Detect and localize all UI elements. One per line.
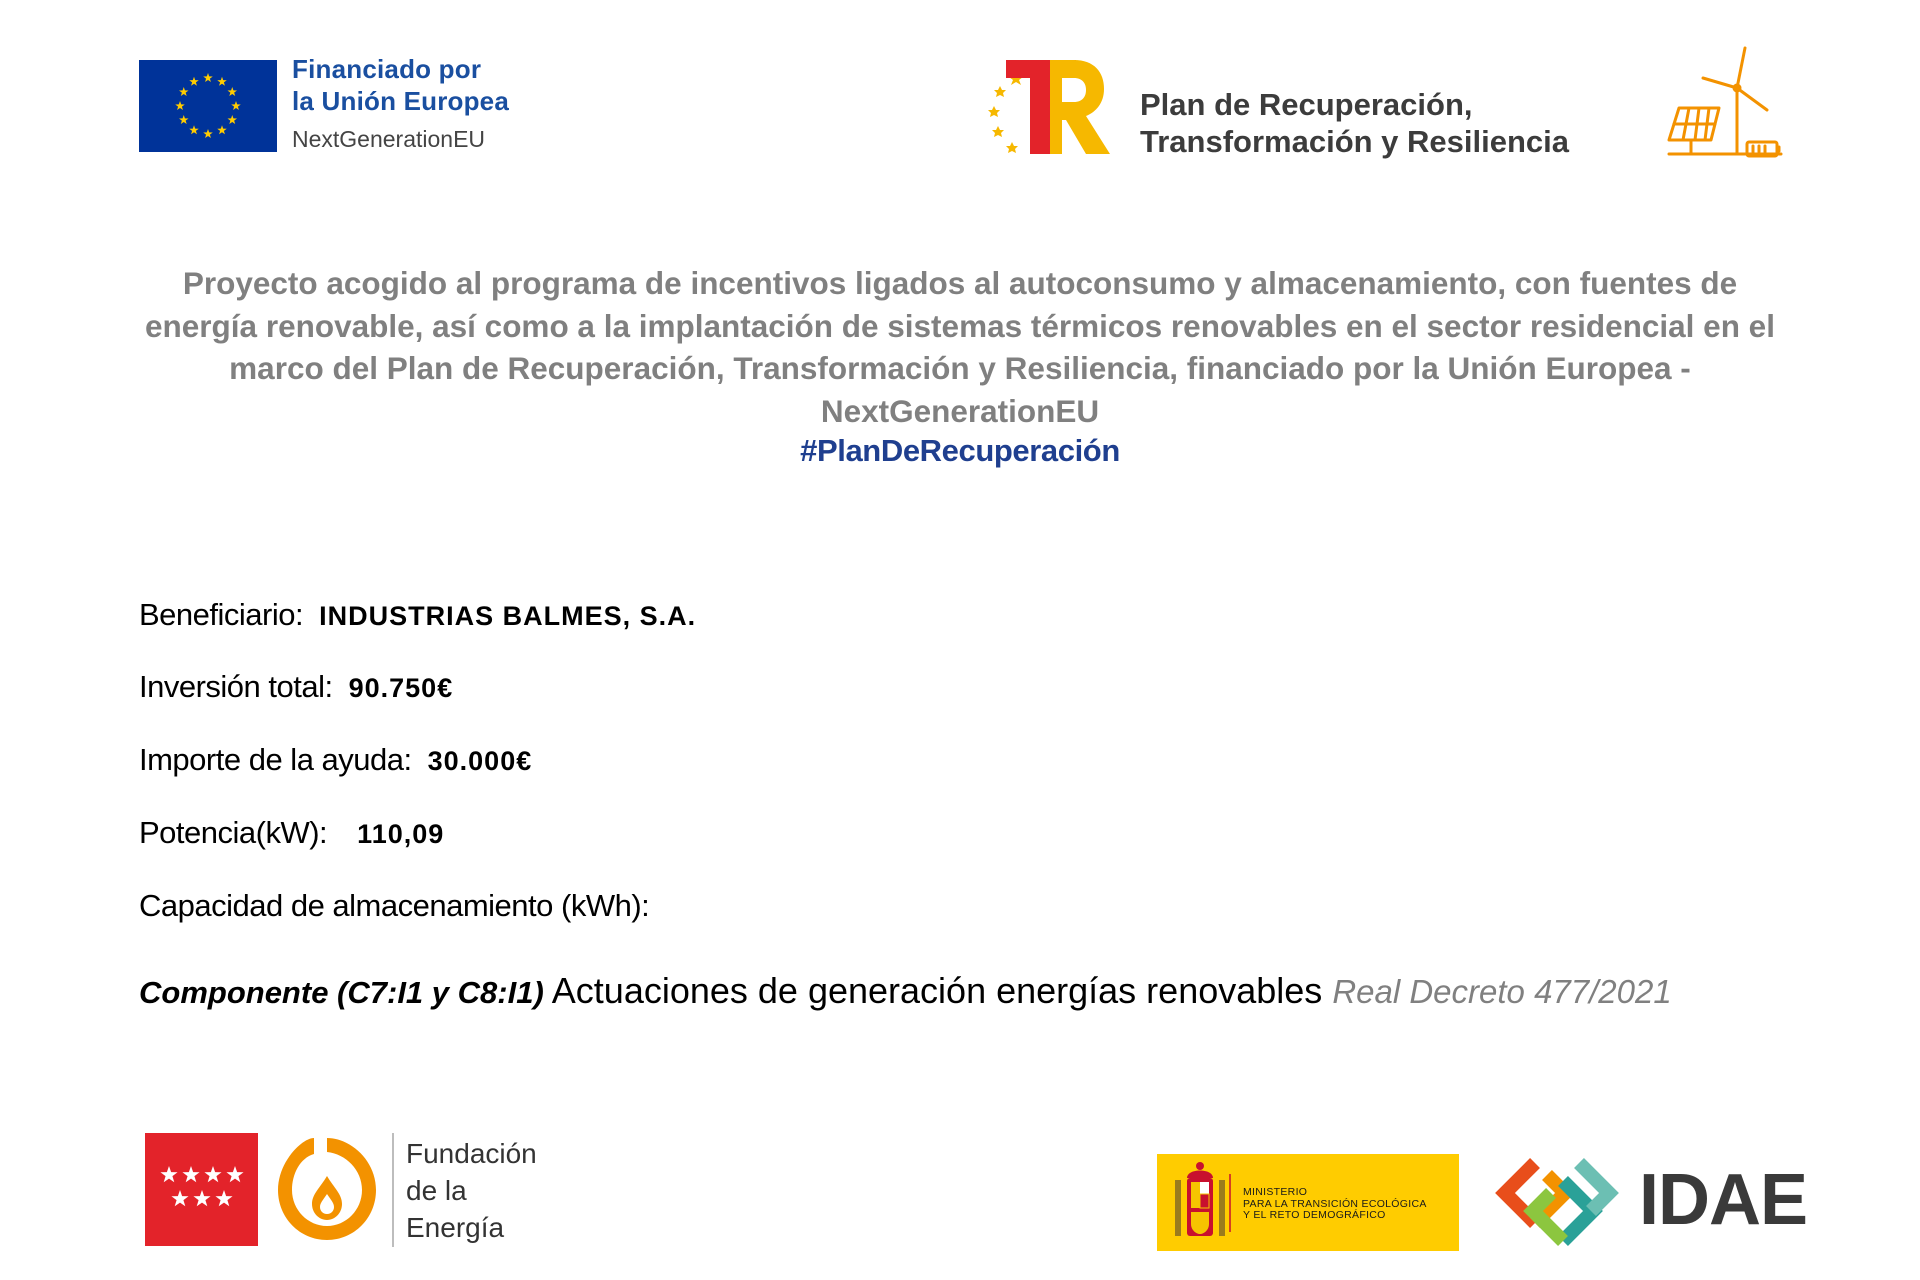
- ministerio-line2: PARA LA TRANSICIÓN ECOLÓGICA: [1243, 1197, 1427, 1210]
- hashtag: #PlanDeRecuperación: [800, 433, 1120, 468]
- eu-star: [189, 77, 199, 86]
- fundacion-line2: de la: [406, 1175, 467, 1206]
- divider: [392, 1133, 394, 1247]
- component-line: [139, 970, 1672, 1012]
- madrid-star: [226, 1166, 243, 1182]
- program-description: Proyecto acogido al programa de incentivos ligados al autoconsumo y almacenamiento, con fuentes de energía renovable, así como a la implantación de sistemas térmicos renovables en el sector residencial en el marco del Plan de Recuperación, Transformación y Resiliencia, financiado por la Unión Europea - NextGenerationEU: [145, 265, 1775, 429]
- eu-star: [231, 101, 241, 110]
- madrid-star: [171, 1190, 188, 1206]
- fundacion-line3: Energía: [406, 1212, 505, 1243]
- eu-star: [179, 87, 189, 96]
- eu-line3: NextGenerationEU: [292, 126, 486, 152]
- eu-star: [203, 129, 213, 138]
- inversion-value: 90.750€: [348, 673, 454, 703]
- eu-star: [227, 115, 237, 124]
- prtr-line2: Transformación y Resiliencia: [1140, 124, 1570, 159]
- prtr-logo: [988, 58, 1112, 158]
- component-code: Componente (C7:I1 y C8:I1): [139, 975, 544, 1010]
- potencia-label: Potencia(kW):: [139, 815, 328, 850]
- madrid-star: [193, 1190, 210, 1206]
- field-importe: [139, 742, 532, 778]
- field-inversion: [139, 669, 453, 705]
- comunidad-madrid-flag-logo: [145, 1133, 258, 1246]
- prtr-line1: Plan de Recuperación,: [1140, 87, 1473, 122]
- solar-wind-battery-icon: [1665, 44, 1785, 166]
- eu-star: [203, 73, 213, 82]
- field-potencia: [139, 815, 444, 851]
- idae-logo: [1487, 1153, 1627, 1251]
- fundacion-line1: Fundación: [406, 1138, 537, 1169]
- madrid-stars-icon: [145, 1133, 258, 1246]
- idae-wordmark: IDAE: [1639, 1160, 1808, 1240]
- eu-star: [217, 125, 227, 134]
- importe-value: 30.000€: [427, 746, 533, 776]
- beneficiario-value: INDUSTRIAS BALMES, S.A.: [319, 601, 697, 631]
- decree-reference: Real Decreto 477/2021: [1332, 973, 1672, 1010]
- importe-label: Importe de la ayuda:: [139, 742, 412, 777]
- prtr-title: [1140, 86, 1569, 160]
- inversion-label: Inversión total:: [139, 669, 333, 704]
- ministerio-label: [1243, 1187, 1427, 1222]
- eu-star: [179, 115, 189, 124]
- beneficiario-label: Beneficiario:: [139, 597, 304, 632]
- component-description: Actuaciones de generación energías renovables: [551, 970, 1323, 1011]
- eu-star: [175, 101, 185, 110]
- ministerio-line1: MINISTERIO: [1243, 1186, 1308, 1198]
- idae-knot-icon: [1487, 1153, 1627, 1251]
- eu-star: [189, 125, 199, 134]
- potencia-value: 110,09: [357, 819, 445, 849]
- madrid-star: [182, 1166, 199, 1182]
- eu-star: [227, 87, 237, 96]
- ministerio-line3: Y EL RETO DEMOGRÁFICO: [1243, 1209, 1386, 1221]
- eu-line2: la Unión Europea: [292, 86, 510, 116]
- eu-flag-logo: [139, 60, 277, 152]
- madrid-star: [160, 1166, 177, 1182]
- eu-funding-label: [292, 56, 509, 151]
- tr-monogram-icon: [988, 58, 1112, 158]
- madrid-star: [204, 1166, 221, 1182]
- eu-line1: Financiado por: [292, 54, 482, 84]
- fundacion-drop-icon: [272, 1132, 382, 1244]
- capacidad-label: Capacidad de almacenamiento (kWh):: [139, 888, 650, 923]
- field-beneficiario: [139, 597, 696, 633]
- madrid-star: [215, 1190, 232, 1206]
- eu-stars-icon: [139, 60, 277, 152]
- fundacion-energia-logo: [272, 1132, 382, 1244]
- field-capacidad: [139, 888, 665, 924]
- eu-star: [217, 77, 227, 86]
- fundacion-energia-label: [406, 1135, 537, 1246]
